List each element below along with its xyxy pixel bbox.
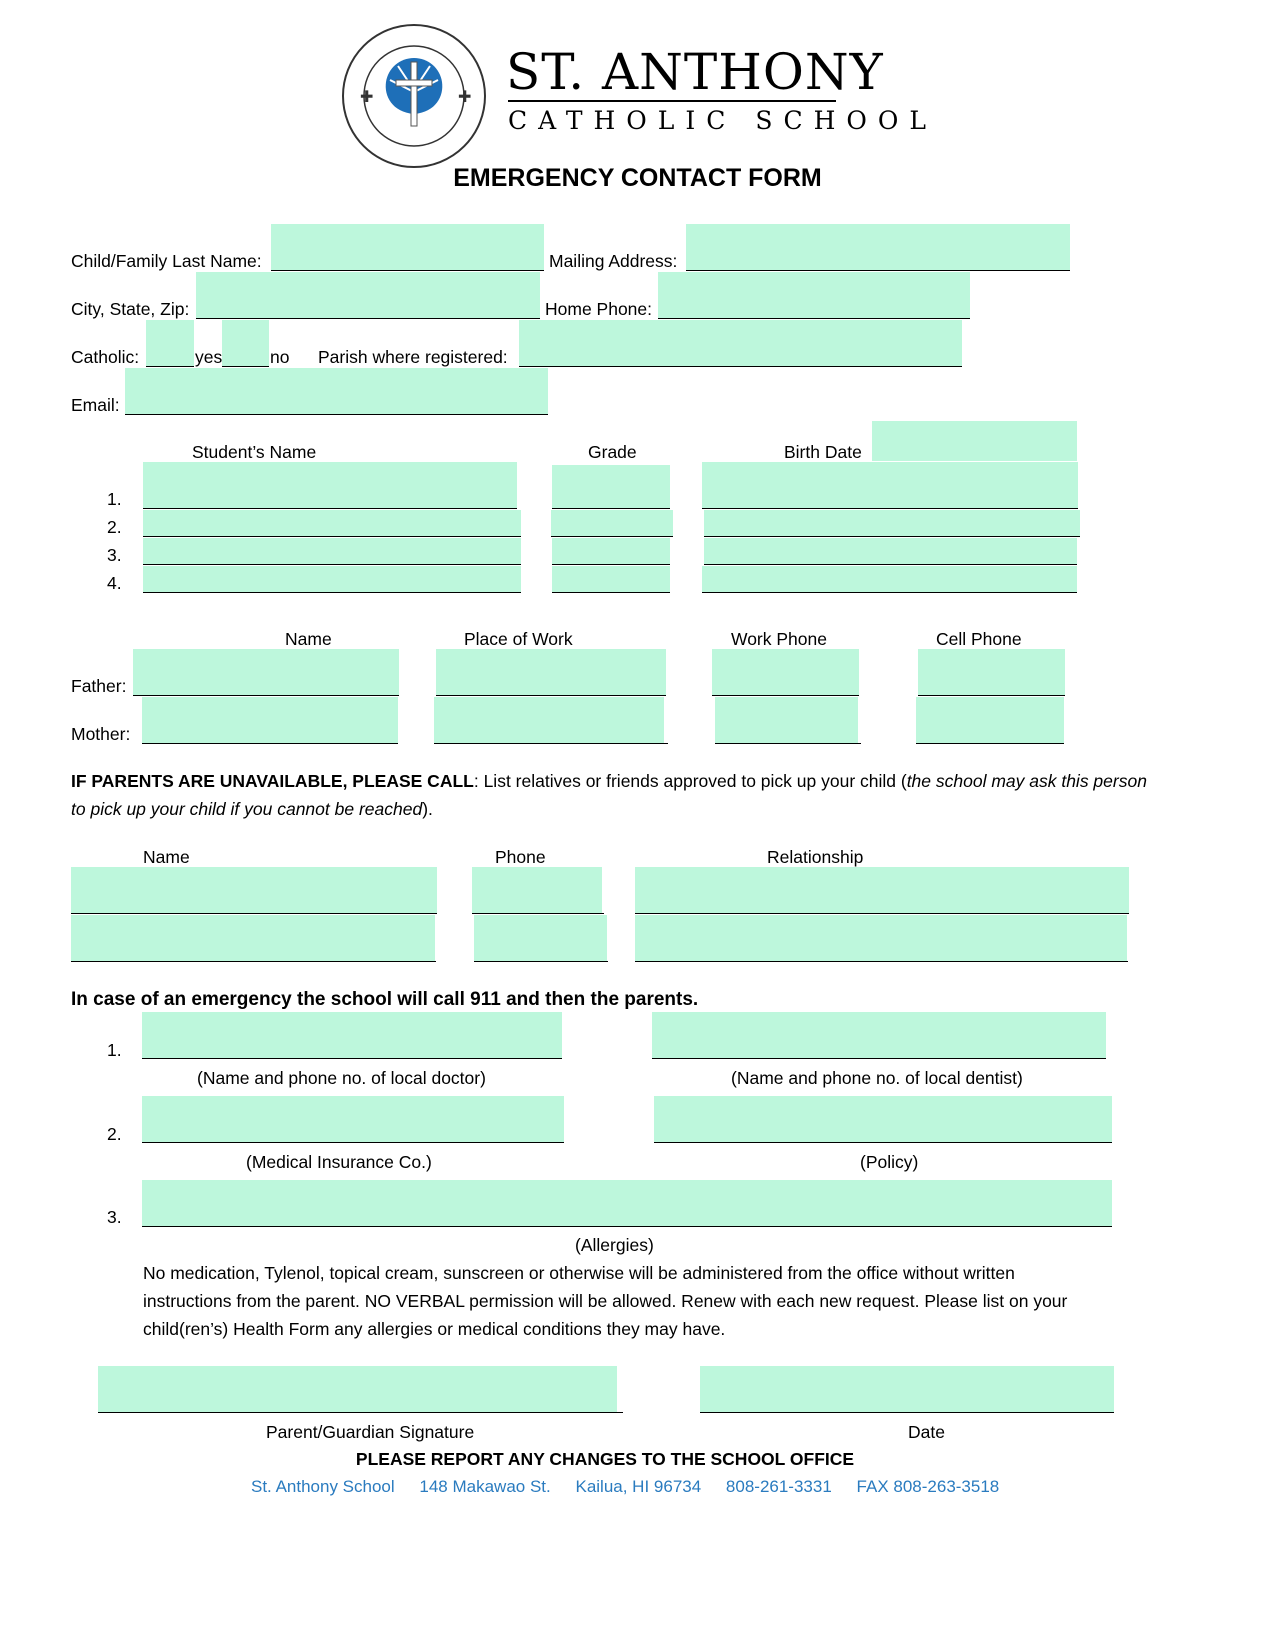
unavailable-heading: IF PARENTS ARE UNAVAILABLE, PLEASE CALL [71,771,474,791]
mother-cell-phone-underline [916,743,1064,744]
father-cell-phone-field[interactable] [918,649,1065,696]
birth-date-field-3[interactable] [704,538,1077,564]
mother-work-field[interactable] [434,697,664,744]
contact-phone-underline-1 [472,913,604,914]
contact-relationship-underline-1 [635,913,1129,914]
city-state-zip-label: City, State, Zip: [71,299,190,319]
mother-label: Mother: [71,724,131,744]
student-name-field-3[interactable] [143,538,521,564]
mother-name-underline [142,743,398,744]
home-phone-label: Home Phone: [545,299,653,319]
place-of-work-header: Place of Work [464,629,573,649]
student-name-underline-2 [143,536,521,537]
city-state-zip-underline [196,318,540,319]
unavailable-paragraph-line-1 [71,771,1147,791]
footer-fax: FAX 808-263-3518 [856,1477,1000,1496]
contact-name-header: Name [143,847,190,867]
dentist-caption: (Name and phone no. of local dentist) [731,1068,1023,1088]
father-work-phone-field[interactable] [712,649,859,696]
catholic-no-field[interactable] [222,320,269,367]
date-field[interactable] [700,1366,1114,1413]
mailing-address-label: Mailing Address: [549,251,678,271]
contact-name-field-1[interactable] [71,867,437,914]
catholic-yes-label: yes [195,347,223,367]
student-row-number: 1. [107,489,122,509]
last-name-field[interactable] [271,224,544,271]
work-phone-header: Work Phone [731,629,827,649]
student-name-field-1[interactable] [143,462,517,509]
mother-name-field[interactable] [142,697,398,744]
footer-school: St. Anthony School [251,1477,395,1496]
unavailable-end: ). [422,799,433,819]
grade-field-3[interactable] [552,538,670,564]
catholic-no-label: no [270,347,290,367]
policy-underline [654,1142,1112,1143]
contact-relationship-header: Relationship [767,847,864,867]
grade-underline-1 [552,508,670,509]
contact-name-field-2[interactable] [71,915,435,962]
catholic-no-underline [222,366,269,367]
svg-text:✚: ✚ [458,89,472,106]
date-underline [700,1412,1114,1413]
student-name-underline-3 [143,564,521,565]
father-label: Father: [71,676,127,696]
school-subtitle: CATHOLIC SCHOOL [508,106,937,135]
birth-date-field-2[interactable] [704,510,1080,536]
parent-name-header: Name [285,629,332,649]
catholic-label: Catholic: [71,347,140,367]
mother-work-phone-underline [715,743,861,744]
mother-work-phone-field[interactable] [715,697,858,744]
contact-relationship-field-1[interactable] [635,867,1129,914]
signature-field[interactable] [98,1366,617,1413]
contact-name-underline-2 [71,961,436,962]
birth-date-header: Birth Date [784,442,862,462]
grade-underline-3 [552,564,670,565]
insurance-underline [142,1142,564,1143]
contact-phone-underline-2 [474,961,608,962]
father-cell-phone-underline [918,695,1065,696]
grade-field-4[interactable] [552,566,670,592]
emergency-row-number: 1. [107,1040,122,1060]
doctor-caption: (Name and phone no. of local doctor) [197,1068,486,1088]
parish-field[interactable] [519,320,962,367]
last-name-underline [271,270,544,271]
unavailable-italic-1: the school may ask this person [906,771,1147,791]
medication-notice-line-2: instructions from the parent. NO VERBAL permission will be allowed. Renew with each new request. Please list on your [143,1291,1068,1311]
allergies-underline [142,1226,1112,1227]
date-label: Date [908,1422,945,1442]
student-row-number: 3. [107,545,122,565]
student-name-header: Student’s Name [192,442,317,462]
contact-name-underline-1 [71,913,437,914]
birth-date-underline-4 [702,592,1077,593]
email-underline [125,414,548,415]
school-name: ST. ANTHONY [506,43,884,101]
father-work-phone-underline [712,695,859,696]
policy-caption: (Policy) [860,1152,919,1172]
emergency-row-number: 3. [107,1207,122,1227]
school-seal [340,22,488,170]
grade-underline-2 [551,536,673,537]
insurance-caption: (Medical Insurance Co.) [246,1152,432,1172]
city-state-zip-field[interactable] [196,272,540,319]
parish-label: Parish where registered: [318,347,508,367]
allergies-field[interactable] [142,1180,1112,1227]
email-field[interactable] [125,368,548,415]
signature-label: Parent/Guardian Signature [266,1422,475,1442]
grade-header: Grade [588,442,637,462]
father-name-field[interactable] [133,649,399,696]
logo-divider [508,100,836,102]
allergies-caption: (Allergies) [575,1235,654,1255]
email-label: Email: [71,395,120,415]
parish-underline [519,366,962,367]
birth-date-underline-1 [702,508,1078,509]
unavailable-paragraph-line-2 [71,799,433,819]
student-row-number: 4. [107,573,122,593]
catholic-yes-underline [146,366,194,367]
mother-cell-phone-field[interactable] [916,697,1064,744]
unavailable-text: : List relatives or friends approved to pick up your child ( [473,771,907,791]
student-name-field-4[interactable] [143,566,521,592]
grade-field-2[interactable] [551,510,673,536]
birth-date-header-field[interactable] [872,421,1077,461]
footer-phone: 808-261-3331 [725,1477,832,1496]
student-name-underline-4 [143,592,521,593]
insurance-field[interactable] [142,1096,564,1143]
birth-date-field-1[interactable] [702,462,1078,509]
doctor-field[interactable] [142,1012,562,1059]
grade-underline-4 [552,592,670,593]
contact-phone-field-2[interactable] [474,915,607,962]
page-title: EMERGENCY CONTACT FORM [453,164,822,192]
father-work-underline [436,695,666,696]
seal-emblem-icon [386,58,443,126]
catholic-yes-field[interactable] [146,320,194,367]
unavailable-italic-2: to pick up your child if you cannot be reached [71,799,423,819]
emergency-heading: In case of an emergency the school will call 911 and then the parents. [71,989,699,1010]
seal-graphic [340,22,488,170]
grade-field-1[interactable] [552,465,670,509]
father-work-field[interactable] [436,649,666,696]
report-changes-notice: PLEASE REPORT ANY CHANGES TO THE SCHOOL OFFICE [355,1449,855,1469]
mother-work-underline [434,743,668,744]
footer-contact [251,1477,999,1497]
medication-notice-line-3: child(ren’s) Health Form any allergies or medical conditions they may have. [143,1319,726,1339]
birth-date-field-4[interactable] [702,566,1077,592]
father-name-underline [133,695,399,696]
birth-date-underline-2 [704,536,1080,537]
doctor-underline [142,1058,562,1059]
policy-field[interactable] [654,1096,1112,1143]
dentist-field[interactable] [652,1012,1106,1059]
contact-relationship-field-2[interactable] [635,915,1127,962]
home-phone-field[interactable] [658,272,970,319]
footer-city: Kailua, HI 96734 [575,1477,702,1496]
last-name-label: Child/Family Last Name: [71,251,262,271]
dentist-underline [652,1058,1106,1059]
footer-street: 148 Makawao St. [419,1477,551,1496]
mailing-address-field[interactable] [686,224,1070,271]
cell-phone-header: Cell Phone [936,629,1022,649]
student-name-field-2[interactable] [143,510,521,536]
svg-text:✚: ✚ [360,89,374,106]
birth-date-underline-3 [704,564,1077,565]
contact-phone-header: Phone [495,847,546,867]
student-row-number: 2. [107,517,122,537]
signature-underline [98,1412,623,1413]
home-phone-underline [658,318,970,319]
medication-notice-line-1: No medication, Tylenol, topical cream, sunscreen or otherwise will be administered from the office without written [143,1263,1015,1283]
emergency-row-number: 2. [107,1124,122,1144]
contact-phone-field-1[interactable] [472,867,602,914]
mailing-address-underline [686,270,1070,271]
contact-relationship-underline-2 [635,961,1128,962]
student-name-underline-1 [143,508,517,509]
